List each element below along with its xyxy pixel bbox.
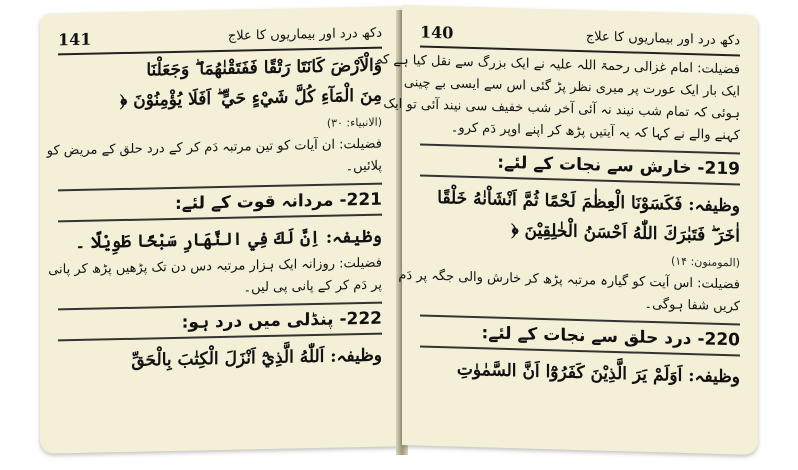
fazilat-text: ایک بار ایک عورت پر میری نظر پڑ گئی اس سے ایسی بے چینی — [403, 75, 740, 100]
page-number: 140 — [420, 22, 454, 42]
fazilat-text: فضیلت: روزانہ ایک ہزار مرتبہ دس دن تک پڑھیں پڑھ کر پانی — [48, 255, 382, 278]
fazilat-text: فضیلت: امام غزالی رحمۃ اللہ علیہ نے ایک بزرگ سے نقل کیا ہے کہ — [375, 52, 740, 78]
fazilat-text: کریں شفا ہوگی۔ — [644, 296, 740, 315]
verse-reference: (الانبیاء: ۳۰) — [326, 115, 382, 130]
fazilat-text: پر دَم کر کے پانی پی لیں۔ — [243, 277, 382, 296]
section-heading: 220- درد حلق سے نجات کے لئے: — [420, 315, 740, 357]
section-heading: 222- پنڈلی میں درد ہو: — [58, 302, 382, 342]
running-title: دکھ درد اور بیماریوں کا علاج — [585, 28, 740, 48]
page-number: 141 — [58, 29, 92, 49]
wazifa-verse: وظیفہ: اَللّٰهُ الَّذِيْٓ اَنْزَلَ الْكِتٰبَ بِالْحَقِّ — [131, 345, 382, 371]
section-heading: 219- خارش سے نجات کے لئے: — [420, 144, 740, 186]
left-page-header — [58, 19, 382, 56]
fazilat-text: پلائیں۔ — [345, 158, 382, 175]
wazifa-verse: اٰخَرَ ۖ فَتَبٰرَكَ اللّٰهُ اَحْسَنُ الْخٰلِقِيْنَ ﴿ — [511, 220, 740, 247]
fazilat-text: ہوئی کہ تمام شب نیند نہ آئی آخر شب خفیف سی نیند آئی تو ایک — [383, 96, 740, 122]
left-page — [40, 6, 400, 454]
fazilat-text: فضیلت: اس آیت کو گیارہ مرتبہ پڑھ کر خارش والی جگہ پر دَم — [398, 267, 740, 293]
fazilat-text: کہنے والے نے کہا کہ یہ آیتیں پڑھ کر اپنے اوپر دَم کرو۔ — [450, 120, 740, 144]
arabic-verse: مِنَ الْمَآءِ كُلَّ شَيْءٍ حَيٍّ ۖ اَفَلَا يُؤْمِنُوْنَ ﴿ — [119, 85, 382, 112]
arabic-verse: وَالْاَرْضَ كَانَتَا رَتْقًا فَفَتَقْنٰهُمَا ۖ وَجَعَلْنَا — [146, 55, 382, 81]
right-page-content — [375, 50, 740, 445]
left-page-content — [46, 51, 382, 444]
running-title: دکھ درد اور بیماریوں کا علاج — [227, 25, 382, 44]
fazilat-text: فضیلت: ان آیات کو تین مرتبہ دَم کر کے درد حلق کے مریض کو — [46, 136, 382, 159]
wazifa-verse: وظیفہ: فَكَسَوْنَا الْعِظٰمَ لَحْمًا ثُمَّ اَنْشَاْنٰهُ خَلْقًا — [437, 188, 740, 217]
wazifa-verse: وظیفہ: اِنَّ لَكَ فِي النَّهَارِ سَبْحًا طَوِيْلًا ۔ — [75, 226, 382, 254]
verse-reference: (المومنون: ۱۴) — [670, 254, 740, 270]
wazifa-verse: وظیفہ: اَوَلَمْ يَرَ الَّذِيْنَ كَفَرُوْٓا اَنَّ السَّمٰوٰتِ — [456, 359, 740, 388]
right-page — [375, 5, 758, 455]
section-heading: 221- مردانہ قوت کے لئے: — [58, 183, 382, 223]
